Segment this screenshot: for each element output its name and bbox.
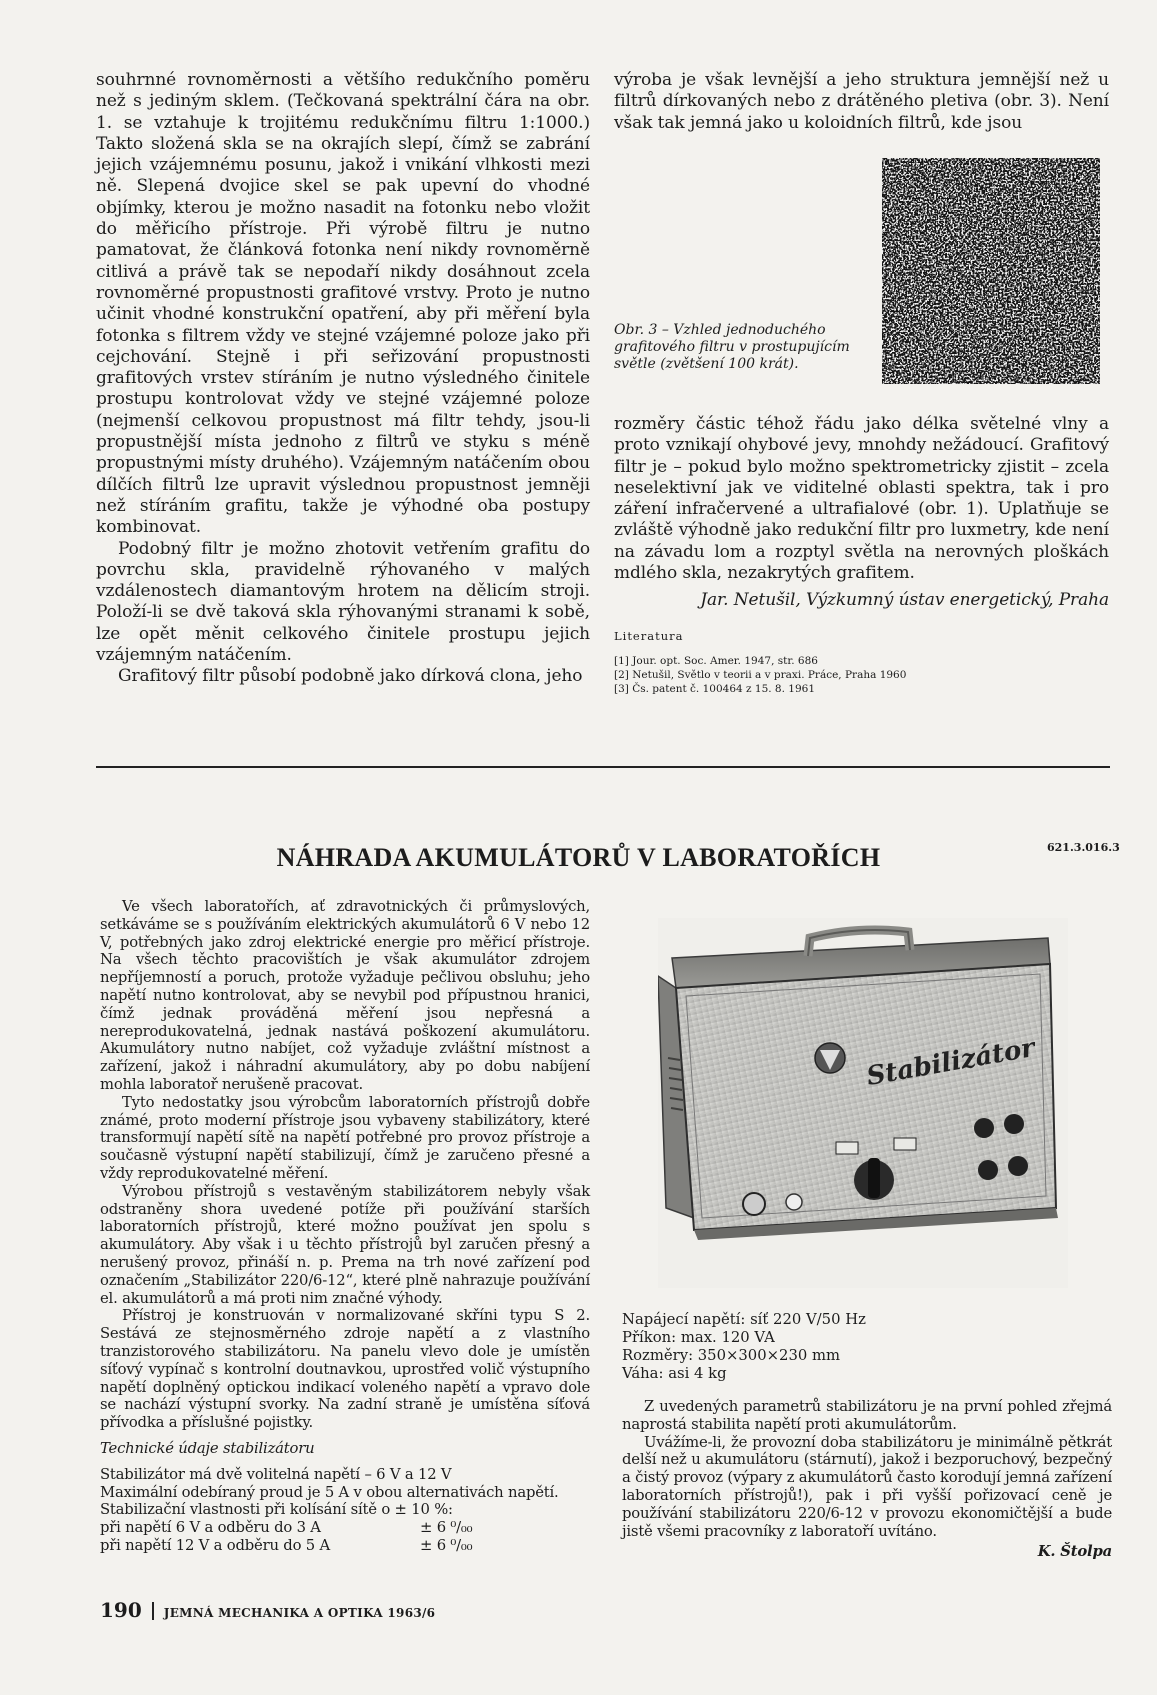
tech-line: Maximální odebíraný proud je 5 A v obou alternativách napětí. <box>100 1483 559 1501</box>
paragraph: Ve všech laboratořích, ať zdravotnických či průmyslových, setkáváme se s používáním elektrických akumulátorů 6 V nebo 12 V, potřebných jako zdroj elektrické energie pro měřicí přístroje. Na všech těchto pracovištích je však akumulátor zdrojem nepříjemností a poruch, protože vyžaduje pečlivou obsluhu; jeho napětí nutno kontrolovat, aby se nevybil pod přípustnou hranici, čímž jednak prováděná měření jsou nepřesná a nereprodukovatelná, jednak nastává poškození akumulátoru. Akumulátory nutno nabíjet, což vyžaduje zvláštní místnost a zařízení, jakož i náhradní akumulátory, aby po dobu nabíjení mohla laboratoř nerušeně pracovat. <box>100 898 590 1093</box>
paragraph: Podobný filtr je možno zhotovit vetřením grafitu do povrchu skla, pravidelně rýhovaného v malých vzdálenostech diamantovým hrotem na dělicím stroji. Položí-li se dvě taková skla rýhovanými stranami k sobě, lze opět měnit celkového činitele prostupu jejich vzájemným natáčením. <box>96 538 590 666</box>
reference-item: [2] Netušil, Světlo v teorii a v praxi. Práce, Praha 1960 <box>614 668 907 681</box>
section-divider <box>96 766 1110 768</box>
paragraph: Z uvedených parametrů stabilizátoru je na první pohled zřejmá naprostá stabilita napětí proti akumulátorům. <box>622 1398 1112 1433</box>
article-author: K. Štolpa <box>1037 1543 1112 1561</box>
literature-section <box>614 629 1109 696</box>
article-right-column <box>622 1398 1112 1561</box>
literature-heading: Literatura <box>614 629 684 643</box>
tech-line: Stabilizační vlastnosti při kolísání sítě o ± 10 %: <box>100 1501 453 1519</box>
spec-line: Příkon: max. 120 VA <box>622 1329 775 1346</box>
tech-row <box>100 1537 590 1555</box>
paragraph: Tyto nedostatky jsou výrobcům laboratorních přístrojů dobře známé, proto moderní přístroje jsou vybaveny stabilizátory, které transformují napětí sítě na napětí potřebné pro provoz přístroje a současně výstupní napětí stabilizují, čímž je zaručeno přesné a vždy reprodukovatelné měření. <box>100 1093 590 1182</box>
footer-divider <box>152 1602 154 1620</box>
tech-data-heading: Technické údaje stabilizátoru <box>100 1439 315 1457</box>
top-left-column <box>96 70 590 688</box>
paragraph: souhrnné rovnoměrnosti a většího redukčního poměru než s jediným sklem. (Tečkovaná spektrální čára na obr. 1. se vztahuje k trojitému redukčnímu filtru 1:1000.) Takto složená skla se na okrajích slepí, čímž se zabrání jejich vzájemnému posunu, jakož i vnikání vlhkosti mezi ně. Slepená dvojice skel se pak upevní do vhodné objímky, kterou je možno nasadit na fotonku nebo vložit do měřicího přístroje. Při výrobě filtru je nutno pamatovat, že článková fotonka není nikdy rovnoměrně citlivá a právě tak se nepodaří nikdy dosáhnout zcela rovnoměrné propustnosti grafitové vrstvy. Proto je nutno učinit vhodné konstrukční opatření, aby při měření byla fotonka s filtrem vždy ve stejné vzájemné poloze jako při cejchování. Stejně i při seřizování propustnosti grafitových vrstev stíráním je nutno výsledného činitele prostupu kontrolovat vždy ve stejné vzájemné poloze (nejmenší celkovou propustnost má filtr tehdy, jsou-li propustnější místa jednoho z filtrů ve styku s méně propustnými místy druhého). Vzájemným natáčením obou dílčích filtrů lze upravit výslednou propustnost jemněji než stíráním grafitu, takže je výhodné oba postupy kombinovat. <box>96 70 590 538</box>
article-left-column <box>100 898 590 1555</box>
tech-row-label: při napětí 6 V a odběru do 3 A <box>100 1519 321 1537</box>
stabilizer-device-photo <box>658 918 1068 1288</box>
figure-caption: Obr. 3 – Vzhled jednoduchého grafitového filtru v prostupujícím světle (zvětšení 100 krát). <box>614 322 850 372</box>
paragraph: Výrobou přístrojů s vestavěným stabilizátorem nebyly však odstraněny shora uvedené potíže při používání starších laboratorních přístrojů, které možno používat jen spolu s akumulátory. Aby však i u těchto přístrojů byl zaručen přesný a nerušený provoz, přináší n. p. Prema na trh nové zařízení pod označením „Stabilizátor 220/6-12“, které plně nahrazuje používání el. akumulátorů a má proti nim značné výhody. <box>100 1182 590 1307</box>
journal-name: JEMNÁ MECHANIKA A OPTIKA 1963/6 <box>163 1606 436 1620</box>
graphite-filter-micrograph <box>882 158 1100 384</box>
page-number: 190 <box>100 1598 142 1622</box>
article-title: NÁHRADA AKUMULÁTORŮ V LABORATOŘÍCH <box>276 843 881 872</box>
spec-line: Rozměry: 350×300×230 mm <box>622 1347 841 1364</box>
top-right-column-continuation <box>614 414 1109 612</box>
tech-row <box>100 1519 590 1537</box>
paragraph: výroba je však levnější a jeho struktura jemnější než u filtrů dírkovaných nebo z drátěného pletiva (obr. 3). Není však tak jemná jako u koloidních filtrů, kde jsou <box>614 70 1109 133</box>
reference-item: [3] Čs. patent č. 100464 z 15. 8. 1961 <box>614 682 816 695</box>
paragraph: rozměry částic téhož řádu jako délka světelné vlny a proto vznikají ohybové jevy, mnohdy nežádoucí. Grafitový filtr je – pokud bylo možno spektrometricky zjistit – zcela neselektivní jak ve viditelné oblasti spektra, tak i pro záření infračervené a ultrafialové (obr. 1). Uplatňuje se zvláště výhodně jako redukční filtr pro luxmetry, kde není na závadu lom a rozptyl světla na nerovných ploškách mdlého skla, nezakrytých grafitem. <box>614 414 1109 584</box>
page-footer <box>100 1598 435 1622</box>
paragraph: Přístroj je konstruován v normalizované skříni typu S 2. Sestává ze stejnosměrného zdroje napětí a z vlastního tranzistorového stabilizátoru. Na panelu vlevo dole je umístěn síťový vypínač s kontrolní doutnavkou, uprostřed volič výstupního napětí doplněný optickou indikací voleného napětí a vpravo dole se nachází výstupní svorky. Na zadní straně je umístěna síťová přívodka a příslušné pojistky. <box>100 1307 590 1432</box>
tech-row-value: ± 6 ⁰/₀₀ <box>420 1536 473 1554</box>
tech-row-value: ± 6 ⁰/₀₀ <box>420 1519 473 1537</box>
paragraph: Uvážíme-li, že provozní doba stabilizátoru je minimálně pětkrát delší než u akumulátoru (stárnutí), jakož i bezporuchový, bezpečný a čistý provoz (výpary z akumulátorů často korodují jemná zařízení laboratorních přístrojů!), pak i při vyšší pořizovací ceně je používání stabilizátoru 220/6-12 v provozu ekonomičtější a bude jistě všemi pracovníky z laboratoří uvítáno. <box>622 1433 1112 1540</box>
reference-list <box>614 655 1109 696</box>
spec-line: Napájecí napětí: síť 220 V/50 Hz <box>622 1311 866 1328</box>
tech-row-label: při napětí 12 V a odběru do 5 A <box>100 1536 330 1554</box>
article-signature: Jar. Netušil, Výzkumný ústav energetický, Praha <box>700 590 1109 611</box>
reference-item: [1] Jour. opt. Soc. Amer. 1947, str. 686 <box>614 655 818 667</box>
specs-block <box>622 1311 922 1383</box>
device-label: Stabilizátor <box>864 1032 1038 1093</box>
paragraph: Grafitový filtr působí podobně jako dírková clona, jeho <box>118 666 583 687</box>
spec-line: Váha: asi 4 kg <box>622 1365 727 1382</box>
tech-line: Stabilizátor má dvě volitelná napětí – 6 V a 12 V <box>100 1465 452 1483</box>
top-right-column-intro <box>614 70 1109 134</box>
udc-code: 621.3.016.3 <box>1047 841 1120 854</box>
